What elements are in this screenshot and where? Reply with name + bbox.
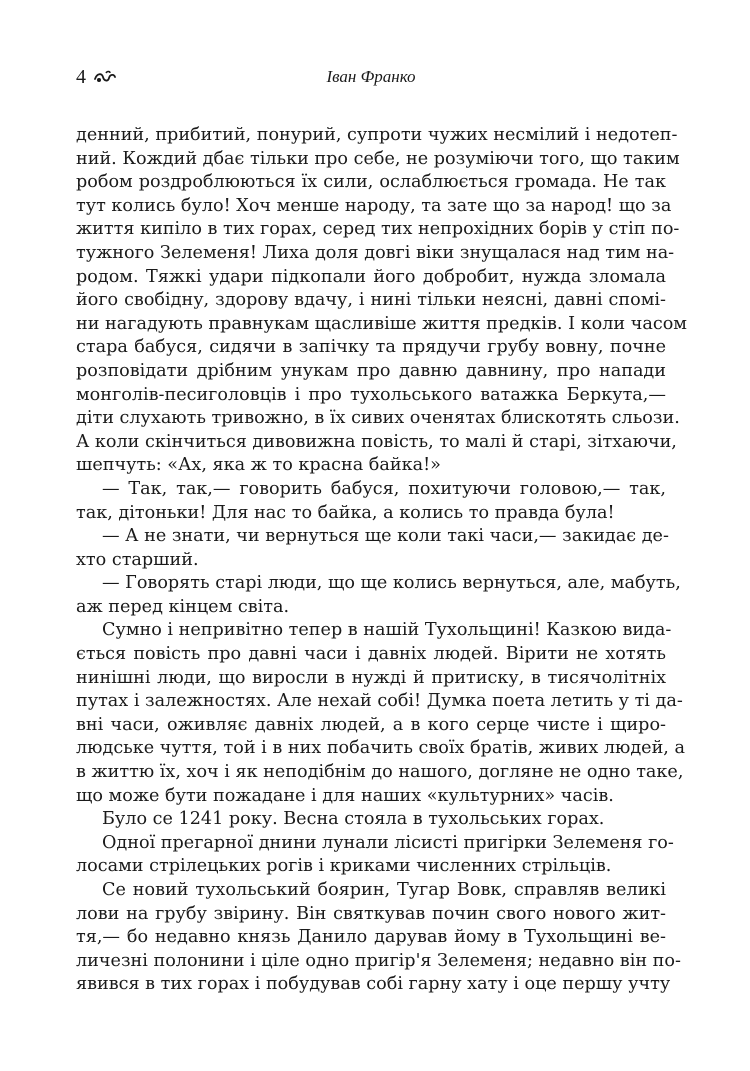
page-number: 4 [76,66,86,88]
text-line: монголів-песиголовців і про тухольського ватажка Беркута,— [76,384,666,405]
text-line: робом роздроблюються їх сили, ослаблюється громада. Не так [76,172,666,193]
text-line: Сумно і непривітно тепер в нашій Тухольщині! Казкою вида- [102,620,672,641]
text-line: що може бути пожадане і для наших «культурних» часів. [76,785,614,806]
text-line: лови на грубу звірину. Він святкував почин свого нового жит- [76,903,666,924]
body-text [76,124,687,997]
text-line: явився в тих горах і побудував собі гарну хату і оце першу учту [76,974,671,995]
running-header [76,66,666,90]
text-line: Одної прегарної днини лунали лісисті пригірки Зелеменя го- [102,832,674,853]
text-line: розповідати дрібним унукам про давню давнину, про напади [76,360,666,381]
text-line: стара бабуся, сидячи в запічку та прядучи грубу вовну, почне [76,337,666,358]
text-line: діти слухають тривожно, в їх сивих оченятах блискотять сльози. [76,408,680,429]
text-line: аж перед кінцем світа. [76,596,290,617]
text-line: родом. Тяжкі удари підкопали його добробит, нужда зломала [76,266,666,287]
text-line: личезні полонини і ціле одно пригір'я Зелеменя; недавно він по- [76,950,681,971]
text-line: тужного Зелеменя! Лиха доля довгі віки знущалася над тим на- [76,242,675,263]
text-line: ний. Кождий дбає тільки про себе, не розуміючи того, що таким [76,148,680,169]
text-line: життя кипіло в тих горах, серед тих непрохідних борів у стіп по- [76,219,680,240]
text-line: так, дітоньки! Для нас то байка, а колись то правда була! [76,502,615,523]
text-line: ни нагадують правнукам щасливіше життя предків. І коли часом [76,313,687,334]
text-line: хто старший. [76,549,199,570]
text-line: нинішні люди, що виросли в нужді й притиску, в тисячолітніх [76,667,666,688]
text-line: А коли скінчиться дивовижна повість, то малі й старі, зітхаючи, [76,431,677,452]
text-line: вні часи, оживляє давніх людей, а в кого серце чисте і щиро- [76,714,666,735]
text-line: лосами стрілецьких рогів і криками численних стрільців. [76,856,612,877]
text-line: ється повість про давні часи і давніх людей. Вірити не хотять [76,644,666,665]
text-line: в життю їх, хоч і як неподібнім до нашого, догляне не одно таке, [76,762,684,783]
text-line: — А не знати, чи вернуться ще коли такі часи,— закидає де- [102,526,669,547]
text-line: Се новий тухольський боярин, Тугар Вовк, справляв великі [102,880,666,900]
text-line: шепчуть: «Ах, яка ж то красна байка!» [76,455,441,476]
text-line: людське чуття, той і в них побачить своїх братів, живих людей, а [76,738,685,759]
text-line: тут колись було! Хоч менше народу, та зате що за народ! що за [76,195,672,216]
text-line: його свобідну, здорову вдачу, і нині тільки неясні, давні спомі- [76,290,666,311]
text-line: денний, прибитий, понурий, супроти чужих несмілий і недотеп- [76,125,678,145]
running-title: Іван Франко [326,67,416,86]
text-line: — Так, так,— говорить бабуся, похитуючи головою,— так, [102,478,666,499]
text-line: тя,— бо недавно князь Данило дарував йому в Тухольщині ве- [76,927,666,948]
text-line: — Говорять старі люди, що ще колись вернуться, але, мабуть, [102,573,681,594]
text-line: путах і залежностях. Але нехай собі! Думка поета летить у ті да- [76,691,683,712]
text-line: Було се 1241 року. Весна стояла в тухольських горах. [102,809,605,830]
